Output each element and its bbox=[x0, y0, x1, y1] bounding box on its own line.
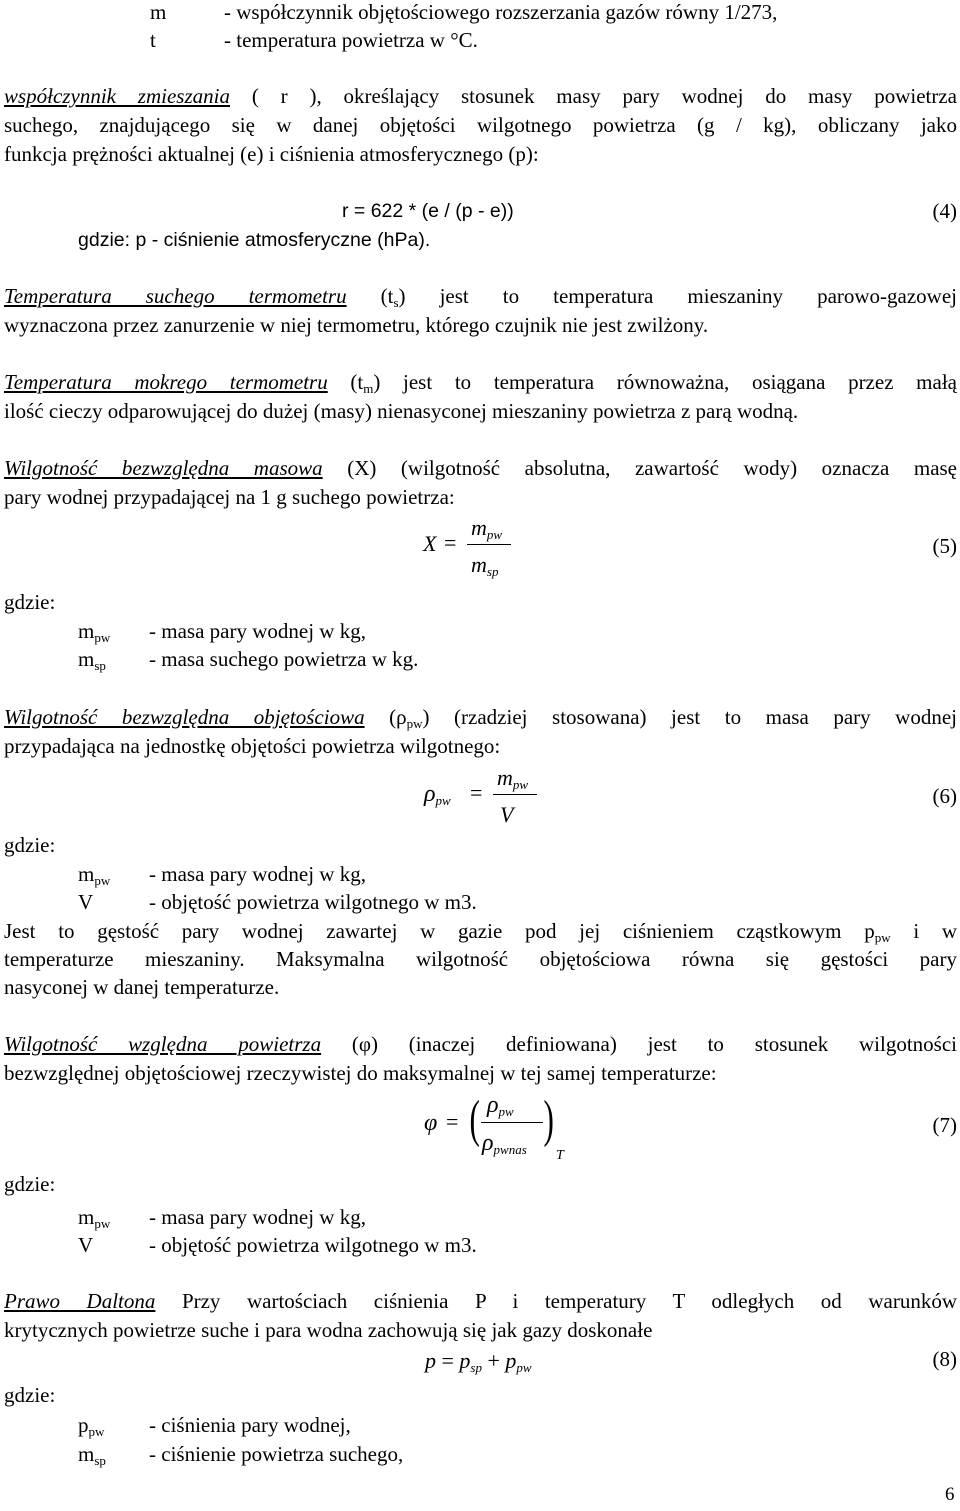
dry-temp-sym: t bbox=[387, 284, 394, 308]
eq5-where: gdzie: bbox=[4, 590, 56, 614]
relative-term: Wilgotność względna powietrza bbox=[4, 1032, 322, 1056]
eq5-equals: = bbox=[444, 530, 457, 555]
eq7-lhs: φ bbox=[424, 1110, 438, 1136]
eq6-num-sub: pw bbox=[512, 777, 529, 792]
eq6-num-sym: m bbox=[497, 765, 513, 790]
abs-vol-sub: pw bbox=[406, 716, 423, 731]
eqno-4: (4) bbox=[932, 199, 957, 223]
eq8-formula bbox=[425, 1349, 532, 1373]
eq7-equals: = bbox=[446, 1109, 459, 1134]
eq8-where: gdzie: bbox=[4, 1383, 56, 1407]
mixing-term: współczynnik zmieszania bbox=[4, 84, 230, 108]
eq6-denominator: V bbox=[500, 802, 514, 827]
eq5-def-1-symbol bbox=[78, 619, 110, 643]
abs-vol-term: Wilgotność bezwzględna objętościowa bbox=[4, 705, 365, 729]
eq7-right-paren: ) bbox=[543, 1091, 554, 1148]
eq5-num-sym: m bbox=[471, 515, 487, 540]
mixing-line1-text: ( r ), określający stosunek masy pary wodnej do masy powietrza bbox=[251, 84, 957, 108]
page-number: 6 bbox=[945, 1484, 955, 1505]
wet-temp-term: Temperatura mokrego termometru bbox=[4, 370, 328, 394]
eq8-def-2-desc: - ciśnienie powietrza suchego, bbox=[149, 1442, 404, 1466]
def-t-symbol: t bbox=[150, 28, 156, 52]
eq7-numerator bbox=[487, 1093, 514, 1117]
dalton-term: Prawo Daltona bbox=[4, 1289, 156, 1313]
eq7-den-sym: ρ bbox=[482, 1130, 494, 1156]
abs-mass-term: Wilgotność bezwzględna masowa bbox=[4, 456, 323, 480]
eq5-def2-sym: m bbox=[78, 647, 95, 671]
eq5-denominator bbox=[471, 553, 498, 577]
abs-mass-line-2: pary wodnej przypadającej na 1 g suchego powietrza: bbox=[4, 485, 455, 509]
eq6-def1-sym: m bbox=[78, 862, 95, 886]
eq5-def1-sub: pw bbox=[94, 630, 111, 645]
eq6-def-2-symbol: V bbox=[78, 890, 94, 914]
eqno-8: (8) bbox=[932, 1347, 957, 1371]
eq6-def-2-desc: - objętość powietrza wilgotnego w m3. bbox=[149, 890, 477, 914]
abs-vol-para-line-3: nasyconej w danej temperaturze. bbox=[4, 975, 280, 999]
eq8-p: p bbox=[425, 1348, 436, 1373]
eq5-def-2-desc: - masa suchego powietrza w kg. bbox=[149, 647, 419, 671]
eq8-p1: p bbox=[459, 1348, 471, 1373]
eq5-num-sub: pw bbox=[486, 527, 503, 542]
eq5-def-2-symbol bbox=[78, 647, 106, 671]
eq8-plus: + bbox=[487, 1348, 500, 1373]
eq7-fraction-bar bbox=[481, 1122, 543, 1123]
dalton-line-1 bbox=[4, 1289, 957, 1313]
abs-vol-line1-text: (rzadziej stosowana) jest to masa pary wodnej bbox=[454, 705, 958, 729]
eq8-sub1: sp bbox=[470, 1360, 482, 1375]
eq7-denominator bbox=[482, 1131, 527, 1155]
dalton-line-2: krytycznych powietrze suche i para wodna zachowują się jak gazy doskonałe bbox=[4, 1318, 653, 1342]
mixing-line-2: suchego, znajdującego się w danej objętości wilgotnego powietrza (g / kg), obliczany jako bbox=[4, 113, 957, 137]
eq7-den-sub: pwnas bbox=[493, 1142, 527, 1157]
eq7-outer-sub: T bbox=[556, 1148, 564, 1163]
eq5-def1-sym: m bbox=[78, 619, 95, 643]
eq7-def1-sym: m bbox=[78, 1205, 95, 1229]
dry-temp-line-1: Temperatura suchego termometru $(t_s)$ jest to temperatura mieszaniny parowo-gazowej bbox=[4, 284, 958, 310]
relative-line1-text: (inaczej definiowana) jest to stosunek wilgotności bbox=[408, 1032, 957, 1056]
eq5-lhs: X bbox=[423, 531, 437, 556]
wet-temp-line1-text: jest to temperatura równoważna, osiągana przez małą bbox=[403, 370, 957, 394]
eq8-def2-sub: sp bbox=[94, 1453, 106, 1468]
eq6-fraction-bar bbox=[493, 794, 537, 795]
abs-vol-line-1: Wilgotność bezwzględna objętościowa $(\rho_{pw})$ (rzadziej stosowana) jest to masa pary wodnej bbox=[4, 705, 958, 731]
abs-mass-line1-text: (X) (wilgotność absolutna, zawartość wody) oznacza masę bbox=[347, 456, 958, 480]
eq6-def1-sub: pw bbox=[94, 873, 111, 888]
abs-vol-para-sub: pw bbox=[874, 930, 891, 945]
eq5-numerator bbox=[471, 516, 502, 540]
eq7-def-1-desc: - masa pary wodnej w kg, bbox=[149, 1205, 366, 1229]
mixing-line-1 bbox=[4, 84, 957, 108]
eq7-num-sub: pw bbox=[498, 1104, 514, 1119]
eq8-def-1-desc: - ciśnienia pary wodnej, bbox=[149, 1413, 351, 1437]
eq8-p2: p bbox=[505, 1348, 517, 1373]
eq5-def-1-desc: - masa pary wodnej w kg, bbox=[149, 619, 366, 643]
dry-temp-sub: s bbox=[393, 295, 399, 310]
eq8-def-2-symbol bbox=[78, 1442, 106, 1466]
mixing-line-3: funkcja prężności aktualnej (e) i ciśnienia atmosferycznego (p): bbox=[4, 142, 539, 166]
eq6-lhs-sym: ρ bbox=[424, 781, 436, 807]
relative-line-2: bezwzględnej objętościowej rzeczywistej do maksymalnej w tej samej temperaturze: bbox=[4, 1061, 717, 1085]
eq6-def-1-desc: - masa pary wodnej w kg, bbox=[149, 862, 366, 886]
def-m-symbol: m bbox=[150, 0, 167, 24]
eqno-7: (7) bbox=[932, 1113, 957, 1137]
eq5-den-sym: m bbox=[471, 552, 487, 577]
eq8-sub2: pw bbox=[516, 1360, 532, 1375]
abs-mass-line-1 bbox=[4, 456, 957, 480]
dry-temp-line1-text: jest to temperatura mieszaniny parowo-gazowej bbox=[439, 284, 958, 308]
abs-vol-sym: ρ bbox=[396, 705, 407, 729]
eq8-def-1-symbol bbox=[78, 1413, 104, 1437]
eq7-num-sym: ρ bbox=[487, 1092, 499, 1118]
dry-temp-line-2: wyznaczona przez zanurzenie w niej termometru, którego czujnik nie jest zwilżony. bbox=[4, 313, 709, 337]
abs-vol-para-line-2: temperaturze mieszaniny. Maksymalna wilgotność objętościowa równa się gęstości pary bbox=[4, 947, 957, 971]
eq7-def-2-desc: - objętość powietrza wilgotnego w m3. bbox=[149, 1233, 477, 1257]
eq6-where: gdzie: bbox=[4, 833, 56, 857]
eq8-def2-sym: m bbox=[78, 1442, 95, 1466]
dry-temp-term: Temperatura suchego termometru bbox=[4, 284, 347, 308]
eq7-where: gdzie: bbox=[4, 1172, 56, 1196]
eq7-def-2-symbol: V bbox=[78, 1233, 94, 1257]
relative-line-1 bbox=[4, 1032, 957, 1056]
def-m-desc: - współczynnik objętościowego rozszerzania gazów równy 1/273, bbox=[224, 0, 778, 24]
abs-vol-para-text-a: Jest to gęstość pary wodnej zawartej w gazie pod jej ciśnieniem cząstkowym p bbox=[4, 919, 875, 943]
eq8-def1-sym: p bbox=[78, 1413, 89, 1437]
eq6-equals: = bbox=[470, 780, 483, 805]
abs-vol-para-line-1 bbox=[4, 919, 957, 943]
eq7-def-1-symbol bbox=[78, 1205, 110, 1229]
abs-vol-line-2: przypadająca na jednostkę objętości powietrza wilgotnego: bbox=[4, 734, 501, 758]
eq5-den-sub: sp bbox=[486, 564, 499, 579]
wet-temp-line-1: Temperatura mokrego termometru $(t_m)$ jest to temperatura równoważna, osiągana przez małą bbox=[4, 370, 957, 396]
wet-temp-sub: m bbox=[363, 381, 374, 396]
eqno-6: (6) bbox=[932, 784, 957, 808]
wet-temp-line-2: ilość cieczy odparowującej do dużej (masy) nienasyconej mieszaniny powietrza z parą wodną. bbox=[4, 399, 799, 423]
eq6-def-1-symbol bbox=[78, 862, 110, 886]
eq7-def1-sub: pw bbox=[94, 1216, 111, 1231]
dalton-line1-text: Przy wartościach ciśnienia P i temperatury T odległych od warunków bbox=[181, 1289, 957, 1313]
eq6-numerator bbox=[497, 766, 528, 790]
def-t-desc: - temperatura powietrza w °C. bbox=[224, 28, 478, 52]
eq6-lhs bbox=[424, 782, 451, 806]
eq5-def2-sub: sp bbox=[94, 658, 106, 673]
eq6-lhs-sub: pw bbox=[435, 793, 451, 808]
relative-sym: (φ) bbox=[351, 1032, 378, 1056]
eq7-left-paren: ( bbox=[469, 1091, 480, 1148]
mixing-formula: r = 622 * (e / (p - e)) bbox=[342, 200, 514, 222]
abs-vol-para-text-b: i w bbox=[913, 919, 958, 943]
wet-temp-sym: t bbox=[357, 370, 364, 394]
eq8-def1-sub: pw bbox=[88, 1424, 105, 1439]
mixing-where: gdzie: p - ciśnienie atmosferyczne (hPa). bbox=[78, 229, 431, 251]
eq8-equals: = bbox=[441, 1348, 454, 1373]
eq5-fraction-bar bbox=[467, 544, 511, 545]
eqno-5: (5) bbox=[932, 534, 957, 558]
